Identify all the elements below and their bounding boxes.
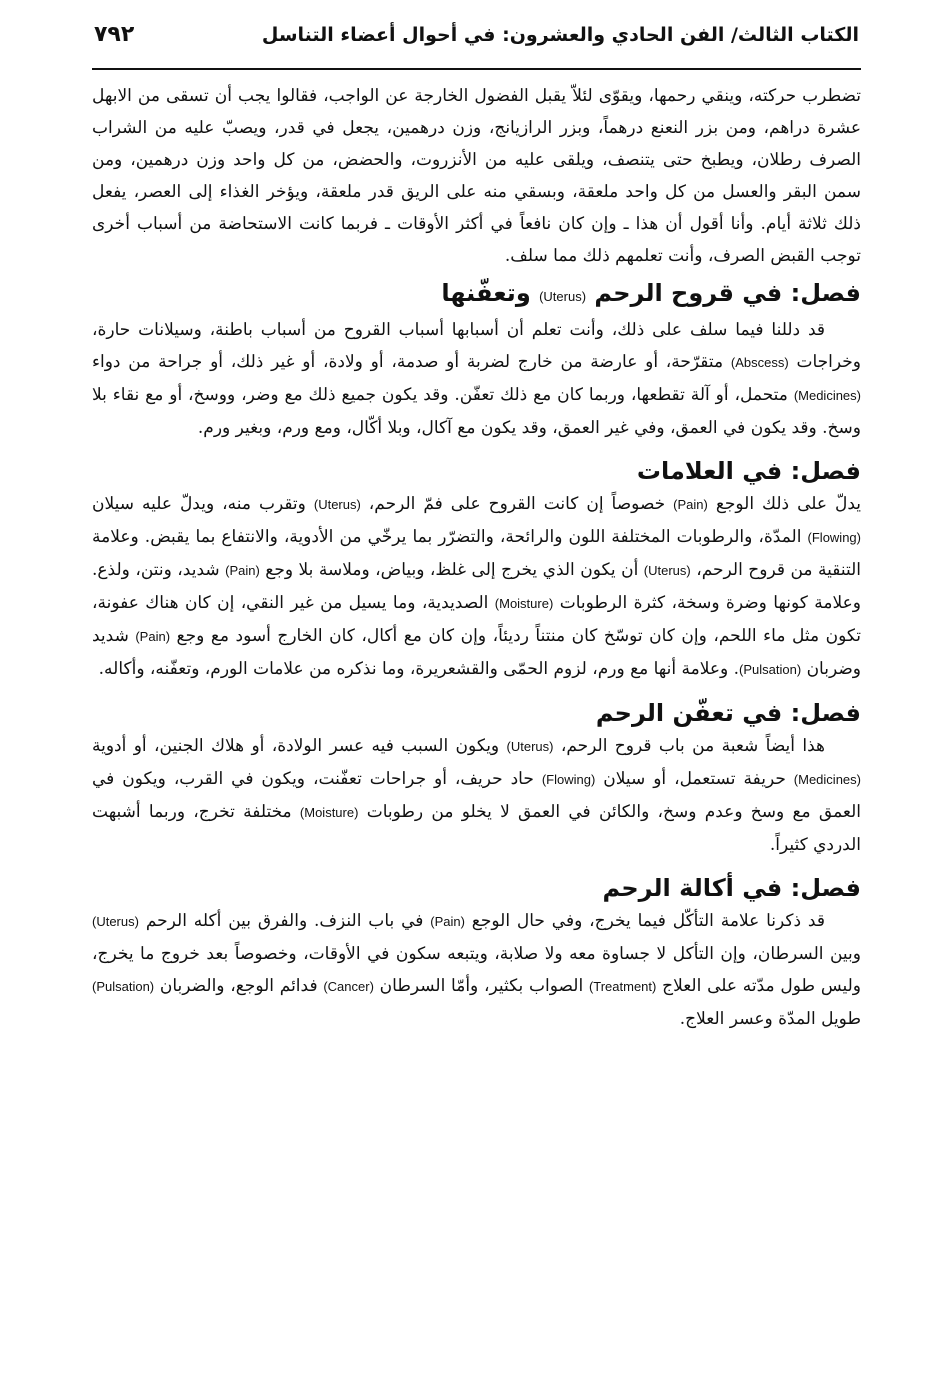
term-pain: (Pain) <box>430 914 465 929</box>
term-uterus: (Uterus) <box>92 914 139 929</box>
section-heading-uterine-putrefaction: فصل: في تعفّن الرحم <box>595 699 861 727</box>
text-run: وتقرب منه، ويدلّ عليه سيلان <box>92 494 314 514</box>
text-run: متحمل، أو آلة تقطعها، وربما كان مع ذلك تعفّن. وقد يكون جميع ذلك مع وضر، ووسخ، أو مع نقاء بلا وسخ. وقد يكون في العمق، وفي غير العمق، وقد يكون مع آكال، وبلا أكّال، ومع ورم، وبغير ورم. <box>92 385 861 438</box>
section-heading-uterine-erosion: فصل: في أكالة الرحم <box>602 874 861 902</box>
heading-text: وتعفّنها <box>441 279 531 307</box>
term-flowing: (Flowing) <box>807 530 861 545</box>
term-treatment: (Treatment) <box>588 979 657 994</box>
running-title: الكتاب الثالث/ الفن الحادي والعشرون: في أحوال أعضاء التناسل <box>261 24 859 46</box>
text-run: مختلفة تخرج، وربما أشبهت الدردي كثيراً. <box>92 802 861 855</box>
text-run: ويكون السبب فيه عسر الولادة، أو هلاك الجنين، أو أدوية <box>92 736 507 756</box>
page-number: ٧٩٢ <box>94 22 135 47</box>
text-run: في باب النزف. والفرق بين أكله الرحم <box>138 911 431 931</box>
section-paragraph-uterine-erosion <box>92 905 861 1035</box>
text-run: . وعلامة أنها مع ورم، لزوم الحمّى والقشعريرة، وما نذكره من علامات الورم، وتعفّنه، وأكاله. <box>98 659 740 679</box>
text-run: قد دللنا فيما سلف على ذلك، وأنت تعلم أن أسبابها أسباب القروح من أسباب باطنة، وسيلانات حارة، وخراجات <box>92 320 861 372</box>
text-run: متقرّحة، أو عارضة من خارج لضربة أو صدمة، أو ولادة، أو غير ذلك، أو جراحة من دواء <box>92 352 731 372</box>
term-uterus: (Uterus) <box>643 563 691 578</box>
text-run: شديد، ونتن، ولذع. وعلامة كونها وضرة وسخة، كثرة الرطوبات <box>92 560 861 613</box>
text-run: حاد حريف، أو جراحات تعفّنت، ويكون في القرب، ويكون في العمق مع وسخ وعدم وسخ، والكائن في العمق لا يخلو من رطوبات <box>92 769 861 822</box>
text-run: هذا أيضاً شعبة من باب قروح الرحم، <box>553 736 825 756</box>
term-flowing: (Flowing) <box>541 772 596 787</box>
section-paragraph-signs <box>92 488 861 686</box>
text-run: فدائم الوجع، والضربان <box>154 976 324 996</box>
section-paragraph-uterine-putrefaction <box>92 730 861 861</box>
text-run: وبين السرطان، وإن التأكل لا جساوة معه ولا صلابة، ويتبعه سكون في الأوقات، وخصوصاً بعد خروج ما يخرج، وليس طول مدّته على العلاج <box>92 944 862 996</box>
term-medicines: (Medicines) <box>793 772 861 787</box>
text-run: حريفة تستعمل، أو سيلان <box>595 769 794 789</box>
text-run: الصواب بكثير، وأمّا السرطان <box>373 976 589 996</box>
term-pain: (Pain) <box>135 629 171 644</box>
section-paragraph-uterine-ulcers <box>92 314 861 444</box>
text-run: خصوصاً إن كانت القروح على فمّ الرحم، <box>360 494 674 514</box>
running-header <box>92 22 861 70</box>
text-run: قد ذكرنا علامة التأكّل فيما يخرج، وفي حال الوجع <box>464 911 825 931</box>
text-run: الصديدية، وما يسيل من غير النقي، إن كان هناك عفونة، تكون مثل ماء اللحم، وإن كان توسّخ كان منتناً رديئاً، وإن كان مع أكال، كان الخارج أسود مع وجع <box>92 593 861 646</box>
heading-text: فصل: في قروح الرحم <box>594 279 861 307</box>
text-run: طويل المدّة وعسر العلاج. <box>679 1009 861 1029</box>
text-run: شديد وضربان <box>92 626 861 679</box>
text-run: أن يكون الذي يخرج إلى غلظ، وبياض، وملاسة بلا وجع <box>259 560 644 580</box>
section-heading-uterine-ulcers <box>92 276 861 314</box>
term-moisture: (Moisture) <box>299 805 359 820</box>
text-run: يدلّ على ذلك الوجع <box>707 494 862 514</box>
term-pain: (Pain) <box>673 497 708 512</box>
text-run: المدّة، والرطوبات المختلفة اللون والرائحة، والتضرّر بما يرخّي من الأدوية، والانتفاع بما يقبض. وعلامة التنقية من قروح الرحم، <box>92 527 861 580</box>
term-uterus: (Uterus) <box>313 497 361 512</box>
term-moisture: (Moisture) <box>494 596 554 611</box>
paragraph-continuation: تضطرب حركته، وينقي رحمها، ويقوّى لئلاّ يقبل الفضول الخارجة عن الواجب، فقالوا يجب أن تسقى من الابهل عشرة دراهم، ومن بزر النعنع درهماً، وبزر الرازيانج، وزن درهمين، يجعل في قدر، ويصبّ عليه من الشراب الصرف رطلان، ويطبخ حتى يتنصف، ويلقى عليه من الأنزروت، والحضض، من كل واحد وزن درهمين، ومن سمن البقر والعسل من كل واحد ملعقة، وبسقي منه على الريق قدر ملعقة، ويؤخر الغذاء إلى العصر، يفعل ذلك ثلاثة أيام. وأنا أقول أن هذا ـ وإن كان نافعاً في أكثر الأوقات ـ فربما كانت الاستحاضة من أسباب أخرى توجب القبض الصرف، وأنت تعلمهم ذلك مما سلف. <box>92 86 861 266</box>
term-abscess: (Abscess) <box>730 355 789 370</box>
section-heading-signs: فصل: في العلامات <box>636 457 861 485</box>
page-content <box>92 80 861 1035</box>
term-medicines: (Medicines) <box>793 388 861 403</box>
term-pulsation: (Pulsation) <box>739 662 802 677</box>
term-pulsation: (Pulsation) <box>92 979 155 994</box>
heading-term: (Uterus) <box>539 289 587 304</box>
term-pain: (Pain) <box>225 563 260 578</box>
term-uterus: (Uterus) <box>506 739 554 754</box>
term-cancer: (Cancer) <box>323 979 374 994</box>
